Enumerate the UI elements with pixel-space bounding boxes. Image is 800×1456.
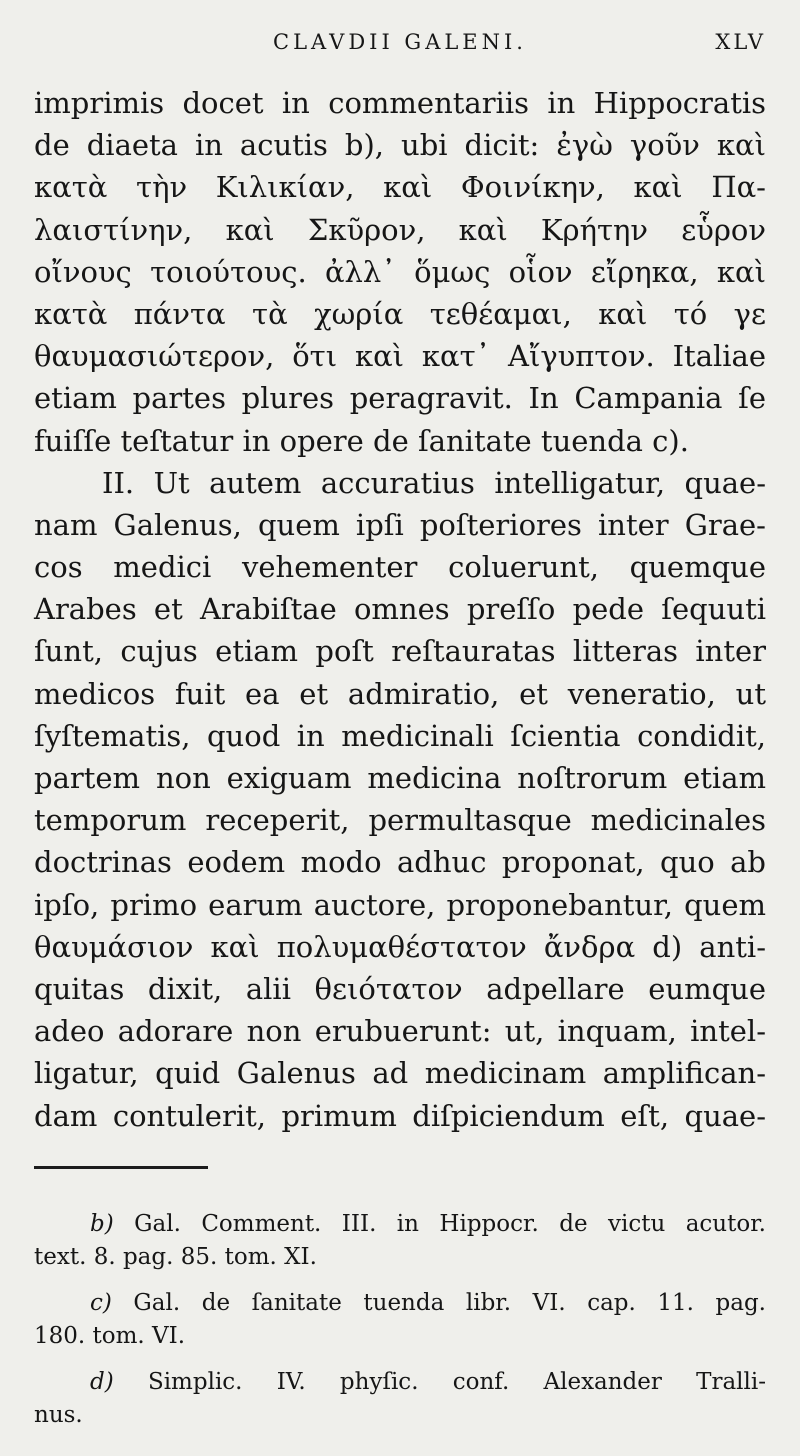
text-line: nam Galenus, quem ipſi poſteriores inter Grae- [34,507,766,542]
footnote-line: text. 8. pag. 85. tom. XI. [34,1244,317,1270]
footnote-text: Gal. Comment. III. in Hippocr. de victu acutor. [134,1211,766,1237]
paragraph-start-line: II. Ut autem accuratius intelligatur, quae- [102,465,766,500]
text-line: imprimis docet in commentariis in Hippocratis [34,86,766,120]
page-header [0,30,800,64]
footnote-text: Simplic. IV. phyſic. conf. Alexander Tralli- [147,1369,766,1395]
footnote-b [34,1208,766,1274]
footnotes [34,1208,766,1445]
text-line: κατὰ τὴν Κιλικίαν, καὶ Φοινίκην, καὶ Πα- [34,170,766,205]
footnote-line: nus. [34,1402,83,1428]
text-line: ſyſtematis, quod in medicinali ſcientia condidit, [34,718,766,753]
text-line: fuiſſe teſtatur in opere de ſanitate tuenda c). [34,423,689,458]
footnote-line [34,1287,766,1320]
text-line: λαιστίνην, καὶ Σκῦρον, καὶ Κρήτην εὗρον [34,212,766,247]
footnote-line [34,1366,766,1399]
text-line: ligatur, quid Galenus ad medicinam amplifican- [34,1056,766,1091]
footnote-separator [34,1166,208,1169]
text-line: quitas dixit, alii θειότατον adpellare eumque [34,971,766,1006]
footnote-text: Gal. de ſanitate tuenda libr. VI. cap. 11. pag. [133,1290,766,1316]
footnote-c [34,1287,766,1353]
text-line: κατὰ πάντα τὰ χωρία τεθέαμαι, καὶ τό γε [34,296,766,331]
text-line: οἴνους τοιούτους. ἀλλ᾽ ὅμως οἷον εἴρηκα, καὶ [34,254,766,289]
text-line: de diaeta in acutis b), ubi dicit: ἐγὼ γοῦν καὶ [34,128,766,163]
text-line: ſunt, cujus etiam poſt reſtauratas litteras inter [34,634,766,669]
text-line: partem non exiguam medicina noſtrorum etiam [34,761,766,795]
text-line: temporum receperit, permultasque medicinales [34,803,766,838]
running-title: CLAVDII GALENI. [273,30,527,54]
text-line: ipſo, primo earum auctore, proponebantur, quem [34,887,766,922]
text-line: etiam partes plures peragravit. In Campania ſe [34,381,766,416]
text-line: θαυμασιώτερον, ὅτι καὶ κατ᾽ Αἴγυπτον. Italiae [34,339,766,374]
footnote-mark: c) [90,1290,112,1316]
footnote-mark: b) [90,1211,114,1237]
footnote-d [34,1366,766,1432]
main-text [34,82,766,1137]
footnote-line: 180. tom. VI. [34,1323,186,1349]
text-line: Arabes et Arabiſtae omnes preſſo pede ſequuti [34,592,766,627]
text-line: adeo adorare non erubuerunt: ut, inquam, intel- [34,1014,766,1049]
text-line: dam contulerit, primum diſpiciendum eſt, quae- [34,1098,766,1133]
text-line: θαυμάσιον καὶ πολυμαθέστατον ἄνδρα d) anti- [34,929,766,964]
footnote-line [34,1208,766,1241]
page-number: XLV [715,30,766,54]
footnote-mark: d) [90,1369,114,1395]
text-line: medicos fuit ea et admiratio, et veneratio, ut [34,676,766,711]
text-line: cos medici vehementer coluerunt, quemque [34,550,766,585]
text-line: doctrinas eodem modo adhuc proponat, quo ab [34,845,766,880]
